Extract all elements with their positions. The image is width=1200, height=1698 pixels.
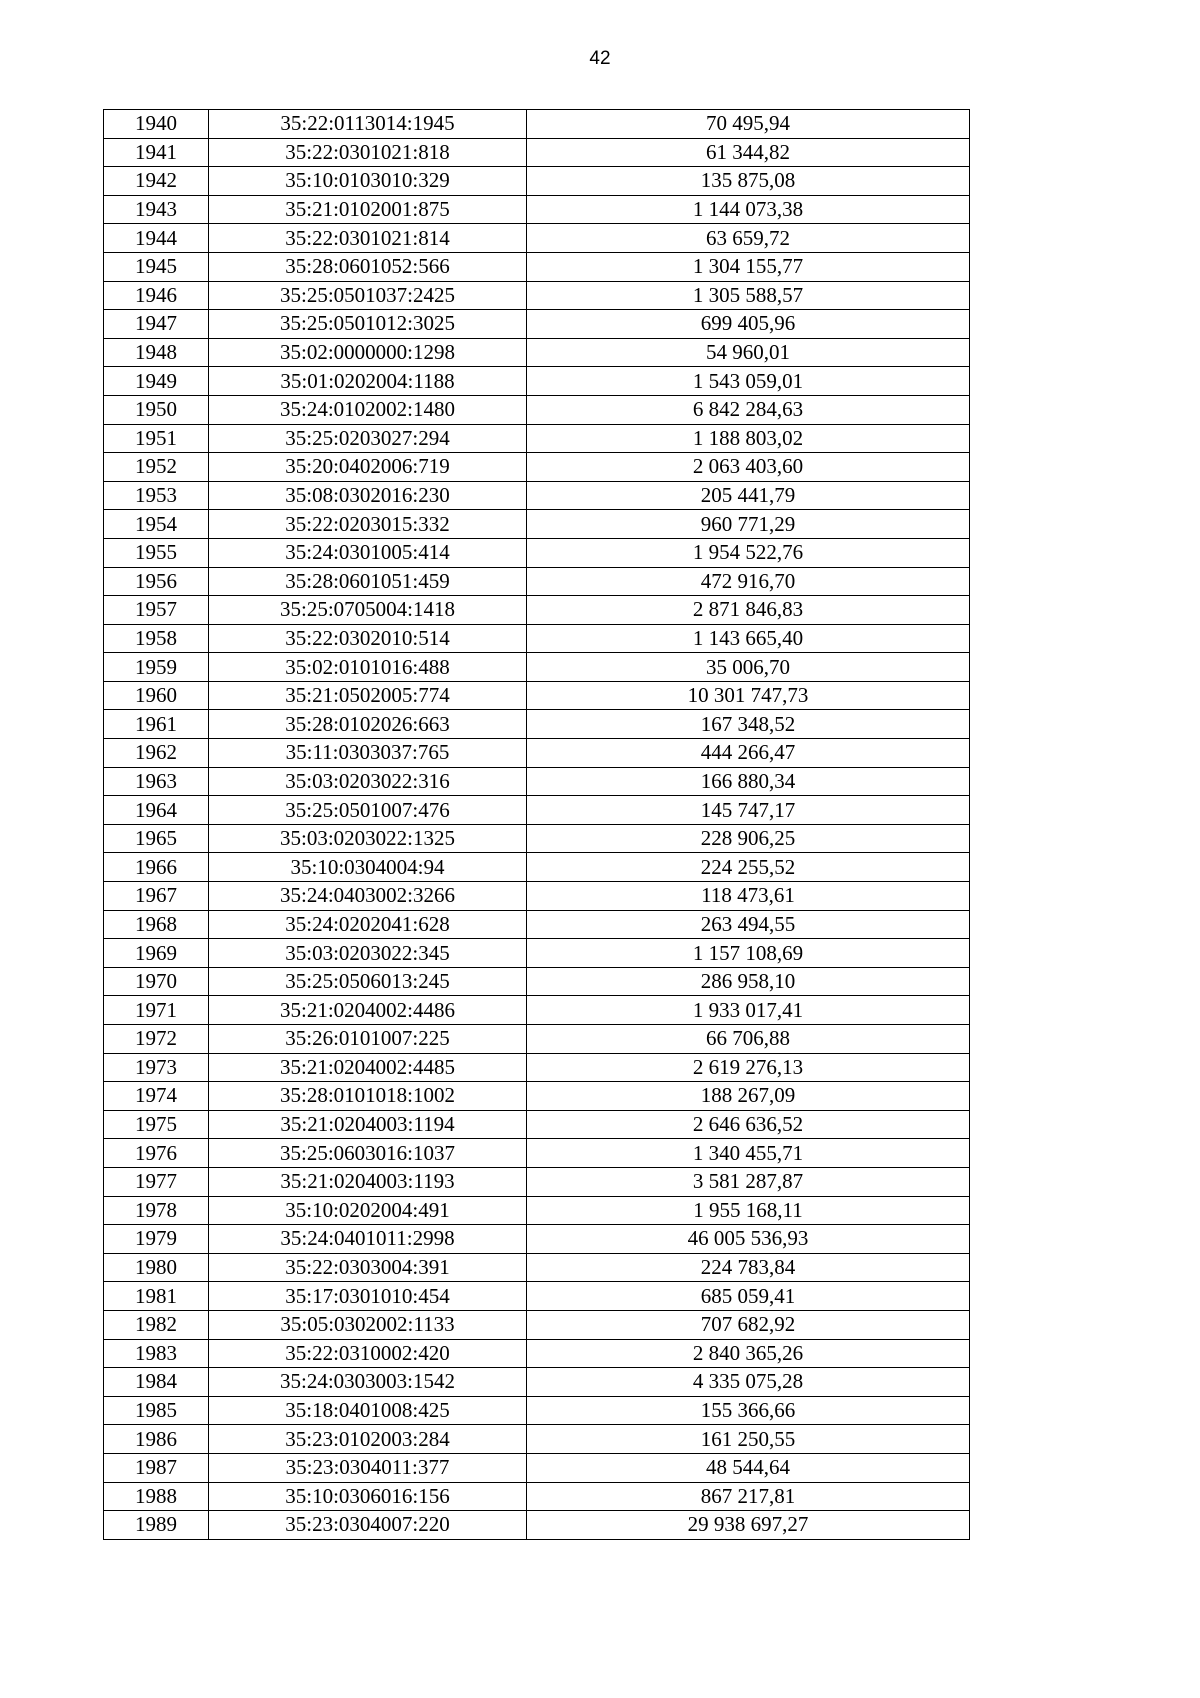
- cadastral-number-cell: 35:17:0301010:454: [209, 1282, 527, 1311]
- cadastral-value-table: [103, 109, 970, 1540]
- cadastral-value-cell: 286 958,10: [527, 967, 970, 996]
- cadastral-value-cell: 166 880,34: [527, 767, 970, 796]
- table-row: [104, 596, 970, 625]
- cadastral-number-cell: 35:22:0301021:814: [209, 224, 527, 253]
- cadastral-number-cell: 35:02:0000000:1298: [209, 338, 527, 367]
- row-number-cell: 1979: [104, 1225, 209, 1254]
- cadastral-number-cell: 35:24:0303003:1542: [209, 1368, 527, 1397]
- table-row: [104, 1511, 970, 1540]
- row-number-cell: 1953: [104, 481, 209, 510]
- table-row: [104, 167, 970, 196]
- table-row: [104, 882, 970, 911]
- cadastral-number-cell: 35:02:0101016:488: [209, 653, 527, 682]
- cadastral-value-cell: 1 305 588,57: [527, 281, 970, 310]
- cadastral-value-cell: 63 659,72: [527, 224, 970, 253]
- row-number-cell: 1967: [104, 882, 209, 911]
- table-row: [104, 195, 970, 224]
- row-number-cell: 1984: [104, 1368, 209, 1397]
- row-number-cell: 1941: [104, 138, 209, 167]
- row-number-cell: 1944: [104, 224, 209, 253]
- cadastral-value-cell: 1 144 073,38: [527, 195, 970, 224]
- cadastral-number-cell: 35:05:0302002:1133: [209, 1310, 527, 1339]
- cadastral-value-cell: 54 960,01: [527, 338, 970, 367]
- row-number-cell: 1950: [104, 395, 209, 424]
- cadastral-number-cell: 35:25:0501037:2425: [209, 281, 527, 310]
- row-number-cell: 1974: [104, 1082, 209, 1111]
- cadastral-number-cell: 35:21:0204002:4486: [209, 996, 527, 1025]
- table-row: [104, 1025, 970, 1054]
- table-row: [104, 310, 970, 339]
- cadastral-value-cell: 4 335 075,28: [527, 1368, 970, 1397]
- cadastral-value-cell: 1 340 455,71: [527, 1139, 970, 1168]
- cadastral-value-cell: 472 916,70: [527, 567, 970, 596]
- table-row: [104, 1110, 970, 1139]
- row-number-cell: 1952: [104, 453, 209, 482]
- table-row: [104, 1053, 970, 1082]
- table-row: [104, 367, 970, 396]
- table-row: [104, 1310, 970, 1339]
- table-row: [104, 853, 970, 882]
- cadastral-value-cell: 167 348,52: [527, 710, 970, 739]
- table-row: [104, 710, 970, 739]
- row-number-cell: 1977: [104, 1167, 209, 1196]
- cadastral-value-cell: 1 933 017,41: [527, 996, 970, 1025]
- cadastral-number-cell: 35:28:0101018:1002: [209, 1082, 527, 1111]
- cadastral-value-cell: 6 842 284,63: [527, 395, 970, 424]
- table-row: [104, 110, 970, 139]
- table-row: [104, 1425, 970, 1454]
- row-number-cell: 1980: [104, 1253, 209, 1282]
- table-row: [104, 739, 970, 768]
- cadastral-value-cell: 699 405,96: [527, 310, 970, 339]
- cadastral-value-cell: 263 494,55: [527, 910, 970, 939]
- row-number-cell: 1983: [104, 1339, 209, 1368]
- cadastral-number-cell: 35:28:0601051:459: [209, 567, 527, 596]
- row-number-cell: 1970: [104, 967, 209, 996]
- table-row: [104, 824, 970, 853]
- table-row: [104, 1225, 970, 1254]
- cadastral-number-cell: 35:10:0103010:329: [209, 167, 527, 196]
- table-row: [104, 224, 970, 253]
- cadastral-number-cell: 35:01:0202004:1188: [209, 367, 527, 396]
- row-number-cell: 1963: [104, 767, 209, 796]
- table-row: [104, 1368, 970, 1397]
- row-number-cell: 1948: [104, 338, 209, 367]
- table-row: [104, 1167, 970, 1196]
- cadastral-number-cell: 35:18:0401008:425: [209, 1396, 527, 1425]
- table-row: [104, 1139, 970, 1168]
- cadastral-number-cell: 35:24:0202041:628: [209, 910, 527, 939]
- row-number-cell: 1949: [104, 367, 209, 396]
- row-number-cell: 1973: [104, 1053, 209, 1082]
- row-number-cell: 1987: [104, 1453, 209, 1482]
- cadastral-value-cell: 145 747,17: [527, 796, 970, 825]
- row-number-cell: 1989: [104, 1511, 209, 1540]
- row-number-cell: 1945: [104, 252, 209, 281]
- cadastral-number-cell: 35:22:0113014:1945: [209, 110, 527, 139]
- cadastral-value-cell: 66 706,88: [527, 1025, 970, 1054]
- table-row: [104, 252, 970, 281]
- cadastral-number-cell: 35:21:0502005:774: [209, 681, 527, 710]
- row-number-cell: 1957: [104, 596, 209, 625]
- cadastral-value-cell: 707 682,92: [527, 1310, 970, 1339]
- page-number: 42: [589, 48, 611, 69]
- cadastral-number-cell: 35:10:0304004:94: [209, 853, 527, 882]
- cadastral-value-cell: 135 875,08: [527, 167, 970, 196]
- cadastral-value-cell: 48 544,64: [527, 1453, 970, 1482]
- cadastral-value-cell: 70 495,94: [527, 110, 970, 139]
- table-row: [104, 1482, 970, 1511]
- table-row: [104, 138, 970, 167]
- cadastral-number-cell: 35:24:0401011:2998: [209, 1225, 527, 1254]
- row-number-cell: 1958: [104, 624, 209, 653]
- cadastral-value-cell: 224 783,84: [527, 1253, 970, 1282]
- cadastral-number-cell: 35:24:0403002:3266: [209, 882, 527, 911]
- row-number-cell: 1959: [104, 653, 209, 682]
- cadastral-value-cell: 2 871 846,83: [527, 596, 970, 625]
- cadastral-number-cell: 35:25:0501007:476: [209, 796, 527, 825]
- table-row: [104, 1082, 970, 1111]
- cadastral-value-cell: 29 938 697,27: [527, 1511, 970, 1540]
- cadastral-number-cell: 35:11:0303037:765: [209, 739, 527, 768]
- row-number-cell: 1965: [104, 824, 209, 853]
- row-number-cell: 1982: [104, 1310, 209, 1339]
- row-number-cell: 1951: [104, 424, 209, 453]
- cadastral-value-cell: 1 954 522,76: [527, 538, 970, 567]
- cadastral-value-cell: 118 473,61: [527, 882, 970, 911]
- table-row: [104, 996, 970, 1025]
- cadastral-value-cell: 444 266,47: [527, 739, 970, 768]
- cadastral-number-cell: 35:25:0501012:3025: [209, 310, 527, 339]
- cadastral-value-cell: 224 255,52: [527, 853, 970, 882]
- cadastral-number-cell: 35:21:0102001:875: [209, 195, 527, 224]
- table-row: [104, 281, 970, 310]
- table-row: [104, 653, 970, 682]
- cadastral-number-cell: 35:22:0310002:420: [209, 1339, 527, 1368]
- cadastral-value-cell: 685 059,41: [527, 1282, 970, 1311]
- cadastral-value-cell: 2 840 365,26: [527, 1339, 970, 1368]
- row-number-cell: 1969: [104, 939, 209, 968]
- cadastral-value-cell: 1 955 168,11: [527, 1196, 970, 1225]
- cadastral-value-cell: 228 906,25: [527, 824, 970, 853]
- table-row: [104, 767, 970, 796]
- table-row: [104, 424, 970, 453]
- cadastral-value-cell: 1 543 059,01: [527, 367, 970, 396]
- row-number-cell: 1988: [104, 1482, 209, 1511]
- row-number-cell: 1942: [104, 167, 209, 196]
- cadastral-number-cell: 35:23:0304011:377: [209, 1453, 527, 1482]
- cadastral-value-cell: 1 157 108,69: [527, 939, 970, 968]
- table-row: [104, 910, 970, 939]
- cadastral-number-cell: 35:10:0202004:491: [209, 1196, 527, 1225]
- row-number-cell: 1976: [104, 1139, 209, 1168]
- cadastral-value-cell: 2 646 636,52: [527, 1110, 970, 1139]
- cadastral-number-cell: 35:03:0203022:316: [209, 767, 527, 796]
- table-body: [104, 110, 970, 1540]
- table-row: [104, 481, 970, 510]
- row-number-cell: 1985: [104, 1396, 209, 1425]
- cadastral-value-cell: 35 006,70: [527, 653, 970, 682]
- cadastral-value-cell: 1 304 155,77: [527, 252, 970, 281]
- cadastral-value-cell: 61 344,82: [527, 138, 970, 167]
- row-number-cell: 1962: [104, 739, 209, 768]
- row-number-cell: 1981: [104, 1282, 209, 1311]
- cadastral-number-cell: 35:20:0402006:719: [209, 453, 527, 482]
- table-row: [104, 538, 970, 567]
- cadastral-number-cell: 35:25:0203027:294: [209, 424, 527, 453]
- cadastral-value-cell: 2 619 276,13: [527, 1053, 970, 1082]
- row-number-cell: 1954: [104, 510, 209, 539]
- cadastral-number-cell: 35:22:0301021:818: [209, 138, 527, 167]
- row-number-cell: 1964: [104, 796, 209, 825]
- cadastral-value-cell: 10 301 747,73: [527, 681, 970, 710]
- table-row: [104, 939, 970, 968]
- cadastral-number-cell: 35:22:0302010:514: [209, 624, 527, 653]
- cadastral-number-cell: 35:21:0204003:1193: [209, 1167, 527, 1196]
- row-number-cell: 1940: [104, 110, 209, 139]
- cadastral-value-cell: 161 250,55: [527, 1425, 970, 1454]
- cadastral-value-cell: 155 366,66: [527, 1396, 970, 1425]
- row-number-cell: 1955: [104, 538, 209, 567]
- cadastral-number-cell: 35:23:0304007:220: [209, 1511, 527, 1540]
- table-row: [104, 1453, 970, 1482]
- cadastral-value-cell: 46 005 536,93: [527, 1225, 970, 1254]
- cadastral-value-cell: 3 581 287,87: [527, 1167, 970, 1196]
- cadastral-number-cell: 35:21:0204003:1194: [209, 1110, 527, 1139]
- cadastral-number-cell: 35:26:0101007:225: [209, 1025, 527, 1054]
- cadastral-value-cell: 2 063 403,60: [527, 453, 970, 482]
- table-row: [104, 338, 970, 367]
- cadastral-number-cell: 35:21:0204002:4485: [209, 1053, 527, 1082]
- cadastral-number-cell: 35:24:0301005:414: [209, 538, 527, 567]
- cadastral-number-cell: 35:28:0601052:566: [209, 252, 527, 281]
- cadastral-number-cell: 35:28:0102026:663: [209, 710, 527, 739]
- row-number-cell: 1978: [104, 1196, 209, 1225]
- table-row: [104, 1339, 970, 1368]
- cadastral-number-cell: 35:08:0302016:230: [209, 481, 527, 510]
- table-row: [104, 796, 970, 825]
- cadastral-value-cell: 1 143 665,40: [527, 624, 970, 653]
- cadastral-value-cell: 205 441,79: [527, 481, 970, 510]
- row-number-cell: 1966: [104, 853, 209, 882]
- row-number-cell: 1968: [104, 910, 209, 939]
- table-row: [104, 624, 970, 653]
- cadastral-value-cell: 1 188 803,02: [527, 424, 970, 453]
- row-number-cell: 1971: [104, 996, 209, 1025]
- row-number-cell: 1947: [104, 310, 209, 339]
- table-row: [104, 967, 970, 996]
- row-number-cell: 1943: [104, 195, 209, 224]
- row-number-cell: 1960: [104, 681, 209, 710]
- row-number-cell: 1986: [104, 1425, 209, 1454]
- table-row: [104, 681, 970, 710]
- table-row: [104, 453, 970, 482]
- table-row: [104, 1253, 970, 1282]
- cadastral-number-cell: 35:24:0102002:1480: [209, 395, 527, 424]
- row-number-cell: 1975: [104, 1110, 209, 1139]
- table-row: [104, 1196, 970, 1225]
- table-row: [104, 567, 970, 596]
- cadastral-number-cell: 35:10:0306016:156: [209, 1482, 527, 1511]
- cadastral-value-cell: 960 771,29: [527, 510, 970, 539]
- cadastral-number-cell: 35:25:0506013:245: [209, 967, 527, 996]
- row-number-cell: 1946: [104, 281, 209, 310]
- row-number-cell: 1961: [104, 710, 209, 739]
- cadastral-number-cell: 35:03:0203022:1325: [209, 824, 527, 853]
- table-row: [104, 1282, 970, 1311]
- cadastral-number-cell: 35:03:0203022:345: [209, 939, 527, 968]
- table-row: [104, 395, 970, 424]
- cadastral-number-cell: 35:22:0303004:391: [209, 1253, 527, 1282]
- table-row: [104, 1396, 970, 1425]
- cadastral-value-cell: 867 217,81: [527, 1482, 970, 1511]
- cadastral-number-cell: 35:23:0102003:284: [209, 1425, 527, 1454]
- cadastral-number-cell: 35:22:0203015:332: [209, 510, 527, 539]
- cadastral-number-cell: 35:25:0705004:1418: [209, 596, 527, 625]
- row-number-cell: 1972: [104, 1025, 209, 1054]
- table-row: [104, 510, 970, 539]
- cadastral-value-cell: 188 267,09: [527, 1082, 970, 1111]
- cadastral-number-cell: 35:25:0603016:1037: [209, 1139, 527, 1168]
- row-number-cell: 1956: [104, 567, 209, 596]
